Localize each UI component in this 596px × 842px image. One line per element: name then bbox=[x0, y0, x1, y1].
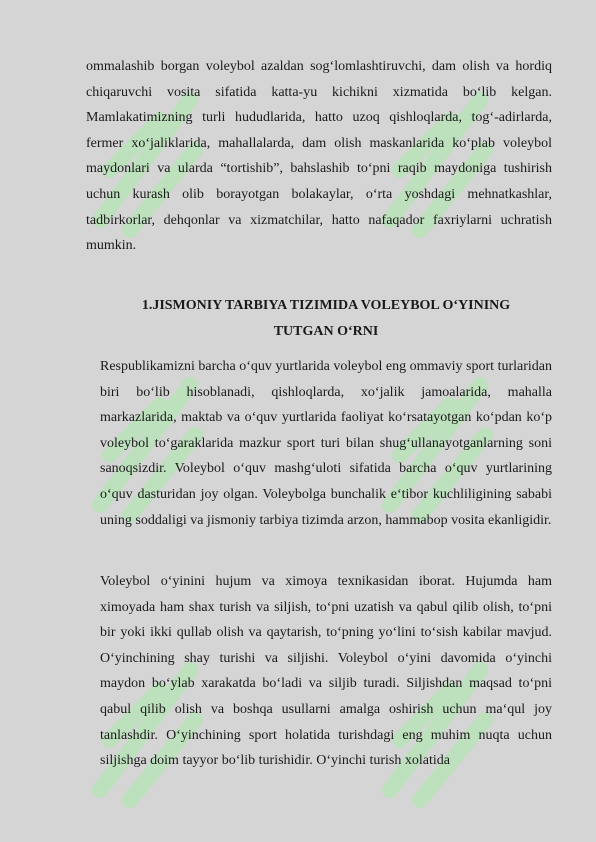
section-heading-line1: 1.JISMONIY TARBIYA TIZIMIDA VOLEYBOL O‘YINING bbox=[141, 298, 511, 313]
section-paragraph-1: Respublikamizni barcha o‘quv yurtlarida voleybol eng ommaviy sport turlaridan biri bo‘lib hisoblanadi, qishloqlarda, xo‘jalik jamoalarida, mahalla markazlarida, maktab va o‘quv yurtlarida faoliyat ko‘rsatayotgan ko‘pdan ko‘p voleybol to‘garaklarida mazkur sport turi bilan shug‘ullanayotganlarning soni sanoqsizdir. Voleybol o‘quv mashg‘uloti sifatida barcha o‘quv yurtlarining o‘quv dasturidan joy olgan. Voleybolga bunchalik e‘tibor kuchliligining sababi uning soddaligi va jismoniy tarbiya tizimda arzon, hammabop vosita ekanligidir. bbox=[100, 359, 552, 528]
section-heading-line2: TUTGAN O‘RNI bbox=[273, 324, 379, 339]
intro-paragraph: ommalashib borgan voleybol azaldan sog‘lomlashtiruvchi, dam olish va hordiq chiqaruvchi vosita sifatida katta-yu kichikni xizmatida bo‘lib kelgan. Mamlakatimizning turli hududlarida, hatto uzoq qishloqlarda, tog‘-adirlarda, fermer xo‘jaliklarida, mahallalarda, dam olish maskanlarida ko‘plab voleybol maydonlari va ularda “tortishib”, bahslashib to‘pni raqib maydoniga tushirish uchun kurash olib borayotgan bolakaylar, o‘rta yoshdagi mehnatkashlar, tadbirkorlar, dehqonlar va xizmatchilar, hatto nafaqador faxriylarni uchratish mumkin. bbox=[86, 59, 552, 254]
section-paragraph-2: Voleybol o‘yinini hujum va ximoya texnikasidan iborat. Hujumda ham ximoyada ham shax turish va siljish, to‘pni uzatish va qabul qilib olish, to‘pni bir yoki ikki qullab olish va qaytarish, to‘pning yo‘lini to‘sish kabilar mavjud. O‘yinchining shay turishi va siljishi. Voleybol o‘yini davomida o‘yinchi maydon bo‘ylab xarakatda bo‘ladi va siljib turadi. Siljishdan maqsad to‘pni qabul qilib olish va boshqa usullarni amalga oshirish uchun ma‘qul joy tanlashdir. O‘yinchining sport holatida turishdagi eng muhim nuqta uchun siljishga doim tayyor bo‘lib turishidir. O‘yinchi turish xolatida bbox=[100, 574, 552, 769]
